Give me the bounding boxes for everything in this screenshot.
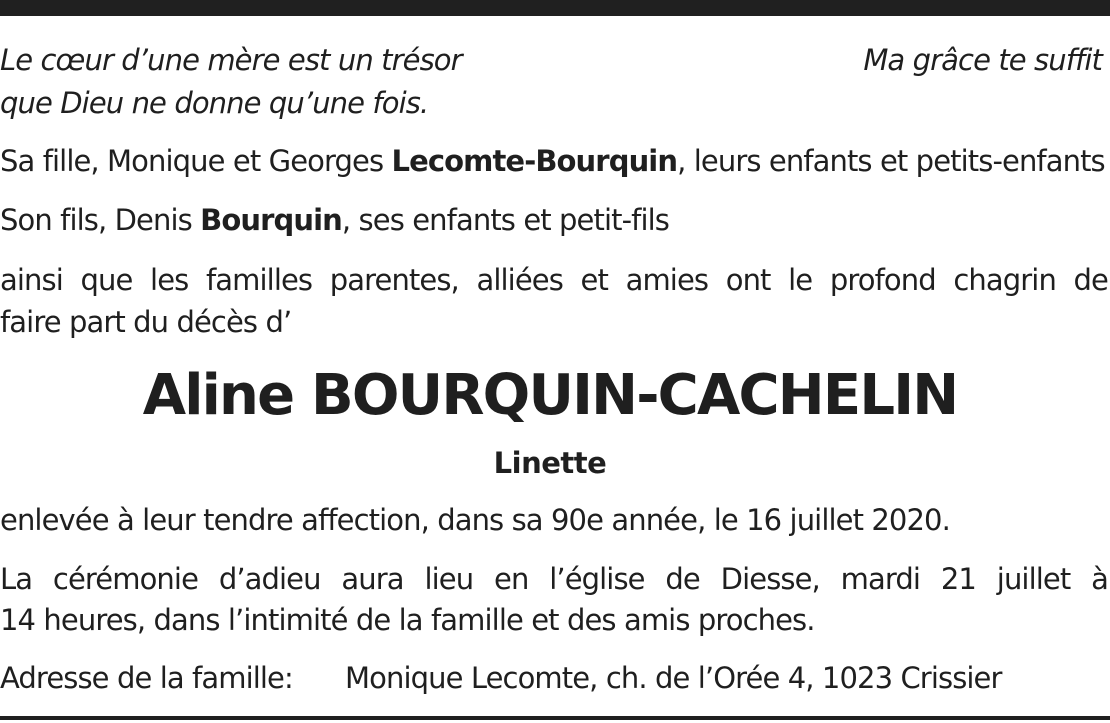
ceremony-line-1: La cérémonie d’adieu aura lieu en l’église de Diesse, mardi 21 juillet à [0,562,1108,596]
relatives-line-1: ainsi que les familles parentes, alliées et amies ont le profond chagrin de [0,263,1108,297]
relatives-line-2: faire part du décès d’ [0,305,292,339]
bottom-border-rule [0,716,1110,720]
daughter-suffix: , leurs enfants et petits-enfants [677,144,1105,178]
son-prefix: Son fils, Denis [0,203,201,237]
right-quote: Ma grâce te suffit [863,43,1102,77]
passing-notice: enlevée à leur tendre affection, dans sa 90e année, le 16 juillet 2020. [0,503,950,537]
address-value: Monique Lecomte, ch. de l’Orée 4, 1023 Crissier [345,661,1002,695]
family-address [0,660,1108,696]
top-border-rule [0,0,1110,16]
deceased-name: Aline BOURQUIN-CACHELIN [142,363,958,428]
daughter-prefix: Sa fille, Monique et Georges [0,144,392,178]
ceremony-line-2: 14 heures, dans l’intimité de la famille et des amis proches. [0,603,815,637]
left-quote-line-1: Le cœur d’une mère est un trésor [0,43,462,77]
family-line-daughter [0,143,1108,179]
family-line-son [0,202,1108,238]
daughter-surname: Lecomte-Bourquin [391,144,678,178]
son-surname: Bourquin [200,203,342,237]
address-label: Adresse de la famille: [0,661,293,695]
deceased-nickname: Linette [493,446,607,480]
son-suffix: , ses enfants et petit-fils [341,203,669,237]
left-quote-line-2: que Dieu ne donne qu’une fois. [0,86,429,120]
